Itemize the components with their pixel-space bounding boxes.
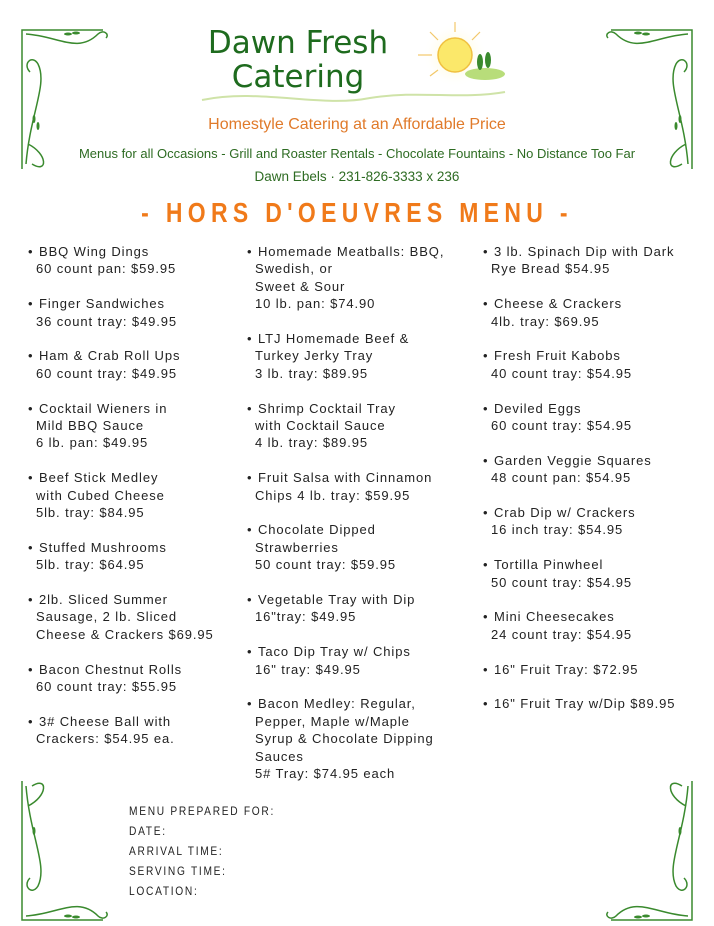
menu-item xyxy=(247,521,444,573)
menu-column-2 xyxy=(247,243,444,800)
menu-item xyxy=(28,469,214,521)
menu-item-text: BBQ Wing Dings xyxy=(39,244,150,259)
bullet-icon: • xyxy=(483,400,489,416)
location-label: LOCATION: xyxy=(129,884,199,898)
sun-logo-icon xyxy=(410,20,510,90)
bullet-icon: • xyxy=(247,331,253,347)
menu-item-name xyxy=(247,400,444,417)
corner-ornament-bottom-left-icon xyxy=(18,776,118,926)
menu-item-detail: 5lb. tray: $64.95 xyxy=(36,557,145,573)
menu-item-detail: 36 count tray: $49.95 xyxy=(36,313,178,329)
menu-item-detail: 16 inch tray: $54.95 xyxy=(491,522,624,538)
menu-item-text: Beef Stick Medley xyxy=(39,470,159,486)
menu-item-text: Cheese & Crackers xyxy=(494,296,623,312)
services-line: Menus for all Occasions - Grill and Roaster Rentals - Chocolate Fountains - No Distance Too Far xyxy=(78,146,636,161)
menu-item-name xyxy=(28,539,214,556)
bullet-icon: • xyxy=(483,348,489,364)
menu-item-text: Ham & Crab Roll Ups xyxy=(39,348,181,364)
menu-item-detail: 5lb. tray: $84.95 xyxy=(36,505,145,521)
menu-item-detail: 3 lb. tray: $89.95 xyxy=(255,365,369,381)
bullet-icon: • xyxy=(28,470,34,486)
menu-item-detail: 40 count tray: $54.95 xyxy=(491,365,633,381)
date-label: DATE: xyxy=(129,824,167,838)
menu-item xyxy=(483,452,675,487)
menu-item xyxy=(28,347,214,382)
menu-item-text: 2lb. Sliced Summer xyxy=(39,592,168,608)
menu-item xyxy=(483,608,675,643)
logo-swoosh-icon xyxy=(200,88,510,108)
menu-item-name xyxy=(483,400,675,417)
bullet-icon: • xyxy=(483,244,489,259)
menu-item-detail: 5# Tray: $74.95 each xyxy=(255,766,396,782)
menu-item xyxy=(247,469,444,504)
bullet-icon: • xyxy=(483,661,489,677)
menu-item-detail: Cheese & Crackers $69.95 xyxy=(36,626,214,642)
menu-item-detail: 16"tray: $49.95 xyxy=(255,609,357,625)
menu-item-detail: Syrup & Chocolate Dipping xyxy=(255,731,434,747)
menu-item xyxy=(28,661,214,696)
menu-item-name xyxy=(247,330,444,347)
bullet-icon: • xyxy=(28,592,34,608)
menu-item-name xyxy=(247,643,444,660)
menu-item xyxy=(247,330,444,382)
bullet-icon: • xyxy=(483,296,489,312)
menu-item-text: LTJ Homemade Beef & xyxy=(258,331,410,347)
menu-item xyxy=(247,243,444,313)
menu-item-detail: with Cocktail Sauce xyxy=(255,418,386,434)
order-form xyxy=(129,801,275,901)
menu-item-detail: 4 lb. tray: $89.95 xyxy=(255,435,369,451)
bullet-icon: • xyxy=(483,696,489,712)
bullet-icon: • xyxy=(247,522,253,538)
menu-item xyxy=(28,713,214,748)
bullet-icon: • xyxy=(28,661,34,677)
menu-item-text: Fresh Fruit Kabobs xyxy=(494,348,621,364)
menu-item xyxy=(483,347,675,382)
menu-item-text: Bacon Medley: Regular, xyxy=(258,696,416,712)
menu-item xyxy=(247,695,444,782)
menu-item-name xyxy=(483,452,675,469)
bullet-icon: • xyxy=(28,713,34,729)
menu-item-text: Tortilla Pinwheel xyxy=(494,557,604,573)
menu-item-detail: Sausage, 2 lb. Sliced xyxy=(36,609,178,625)
bullet-icon: • xyxy=(247,644,253,660)
menu-item-detail: 50 count tray: $54.95 xyxy=(491,574,633,590)
menu-item xyxy=(28,243,214,278)
menu-item xyxy=(483,295,675,330)
menu-item-detail: Strawberries xyxy=(255,539,339,555)
menu-item xyxy=(28,295,214,330)
menu-item-detail: 60 count tray: $54.95 xyxy=(491,418,633,434)
bullet-icon: • xyxy=(247,244,253,259)
menu-item-text: Garden Veggie Squares xyxy=(494,452,652,468)
menu-item-detail: 6 lb. pan: $49.95 xyxy=(36,435,149,451)
menu-item-detail: Mild BBQ Sauce xyxy=(36,418,144,434)
menu-item-text: Homemade Meatballs: BBQ, xyxy=(258,244,445,259)
menu-item xyxy=(483,695,675,712)
menu-item-name xyxy=(28,400,214,417)
menu-item xyxy=(28,539,214,574)
menu-item-name xyxy=(28,243,214,260)
serving-time-label: SERVING TIME: xyxy=(129,864,227,878)
menu-item-text: Taco Dip Tray w/ Chips xyxy=(258,644,411,660)
bullet-icon: • xyxy=(28,400,34,416)
menu-item-detail: Chips 4 lb. tray: $59.95 xyxy=(255,487,411,503)
bullet-icon: • xyxy=(247,400,253,416)
menu-item xyxy=(483,661,675,678)
logo-line-2: Catering xyxy=(231,59,365,95)
menu-column-1 xyxy=(28,243,214,765)
menu-item-detail: 48 count pan: $54.95 xyxy=(491,470,632,486)
menu-item-name xyxy=(483,695,675,712)
menu-item-detail: Turkey Jerky Tray xyxy=(255,348,374,364)
menu-item-detail: Swedish, or xyxy=(255,261,333,277)
bullet-icon: • xyxy=(247,696,253,712)
bullet-icon: • xyxy=(247,470,253,486)
menu-item-name xyxy=(28,713,214,730)
menu-column-3 xyxy=(483,243,675,730)
menu-item-text: Shrimp Cocktail Tray xyxy=(258,400,396,416)
tagline: Homestyle Catering at an Affordable Price xyxy=(208,116,506,133)
menu-item-detail: 60 count tray: $55.95 xyxy=(36,679,178,695)
menu-item-name xyxy=(28,347,214,364)
menu-item-detail: Pepper, Maple w/Maple xyxy=(255,713,410,729)
menu-item-text: 16" Fruit Tray: $72.95 xyxy=(494,661,639,677)
menu-item xyxy=(483,556,675,591)
arrival-time-label: ARRIVAL TIME: xyxy=(129,844,224,858)
menu-item-detail: Crackers: $54.95 ea. xyxy=(36,731,175,747)
menu-item xyxy=(247,400,444,452)
menu-item-detail: 60 count pan: $59.95 xyxy=(36,261,177,277)
menu-item-detail: 10 lb. pan: $74.90 xyxy=(255,296,376,312)
menu-item-name xyxy=(483,347,675,364)
menu-item xyxy=(247,643,444,678)
menu-item xyxy=(247,591,444,626)
menu-prepared-for-label: MENU PREPARED FOR: xyxy=(129,804,276,818)
menu-item-text: Bacon Chestnut Rolls xyxy=(39,661,183,677)
menu-item-name xyxy=(483,556,675,573)
page-title: - HORS D'OEUVRES MENU - xyxy=(141,197,573,228)
menu-item-name xyxy=(483,504,675,521)
menu-item-text: Deviled Eggs xyxy=(494,400,582,416)
menu-item-text: Cocktail Wieners in xyxy=(39,400,168,416)
bullet-icon: • xyxy=(483,505,489,521)
menu-item-text: Vegetable Tray with Dip xyxy=(258,592,416,608)
menu-item xyxy=(28,400,214,452)
contact-line: Dawn Ebels · 231-826-3333 x 236 xyxy=(254,169,460,184)
menu-item-detail: 16" tray: $49.95 xyxy=(255,661,361,677)
menu-item-name xyxy=(247,695,444,712)
menu-item-name xyxy=(247,243,444,260)
menu-item xyxy=(28,591,214,643)
logo-text xyxy=(198,26,398,94)
bullet-icon: • xyxy=(483,452,489,468)
menu-item-text: 16" Fruit Tray w/Dip $89.95 xyxy=(494,696,676,712)
menu-item-name xyxy=(28,591,214,608)
menu-item-detail: 4lb. tray: $69.95 xyxy=(491,313,600,329)
menu-item-text: 3 lb. Spinach Dip with Dark xyxy=(494,244,675,259)
menu-item-detail: Rye Bread $54.95 xyxy=(491,261,611,277)
menu-item-name xyxy=(28,295,214,312)
corner-ornament-bottom-right-icon xyxy=(596,776,696,926)
menu-item xyxy=(483,243,675,278)
menu-item-text: 3# Cheese Ball with xyxy=(39,713,171,729)
menu-item-detail: 60 count tray: $49.95 xyxy=(36,365,178,381)
menu-item-text: Crab Dip w/ Crackers xyxy=(494,505,636,521)
menu-item-name xyxy=(247,469,444,486)
menu-item-detail: Sweet & Sour xyxy=(255,278,346,294)
menu-item-text: Mini Cheesecakes xyxy=(494,609,615,625)
menu-item-detail: Sauces xyxy=(255,748,304,764)
menu-item-name xyxy=(28,469,214,486)
menu-item-detail: 24 count tray: $54.95 xyxy=(491,626,633,642)
bullet-icon: • xyxy=(483,557,489,573)
menu-item xyxy=(483,504,675,539)
logo-line-1: Dawn Fresh xyxy=(207,25,389,61)
menu-item-name xyxy=(247,591,444,608)
menu-item-text: Chocolate Dipped xyxy=(258,522,376,538)
bullet-icon: • xyxy=(28,296,34,312)
bullet-icon: • xyxy=(28,348,34,364)
menu-item-name xyxy=(483,608,675,625)
menu-item-detail: 50 count tray: $59.95 xyxy=(255,557,397,573)
menu-item-text: Stuffed Mushrooms xyxy=(39,539,167,555)
menu-item-text: Fruit Salsa with Cinnamon xyxy=(258,470,433,486)
menu-item-name xyxy=(483,295,675,312)
bullet-icon: • xyxy=(28,539,34,555)
menu-item-detail: with Cubed Cheese xyxy=(36,487,165,503)
bullet-icon: • xyxy=(247,592,253,608)
menu-item-text: Finger Sandwiches xyxy=(39,296,165,312)
bullet-icon: • xyxy=(483,609,489,625)
menu-item-name xyxy=(483,243,675,260)
menu-item-name xyxy=(483,661,675,678)
bullet-icon: • xyxy=(28,244,34,259)
menu-item xyxy=(483,400,675,435)
menu-item-name xyxy=(247,521,444,538)
menu-item-name xyxy=(28,661,214,678)
